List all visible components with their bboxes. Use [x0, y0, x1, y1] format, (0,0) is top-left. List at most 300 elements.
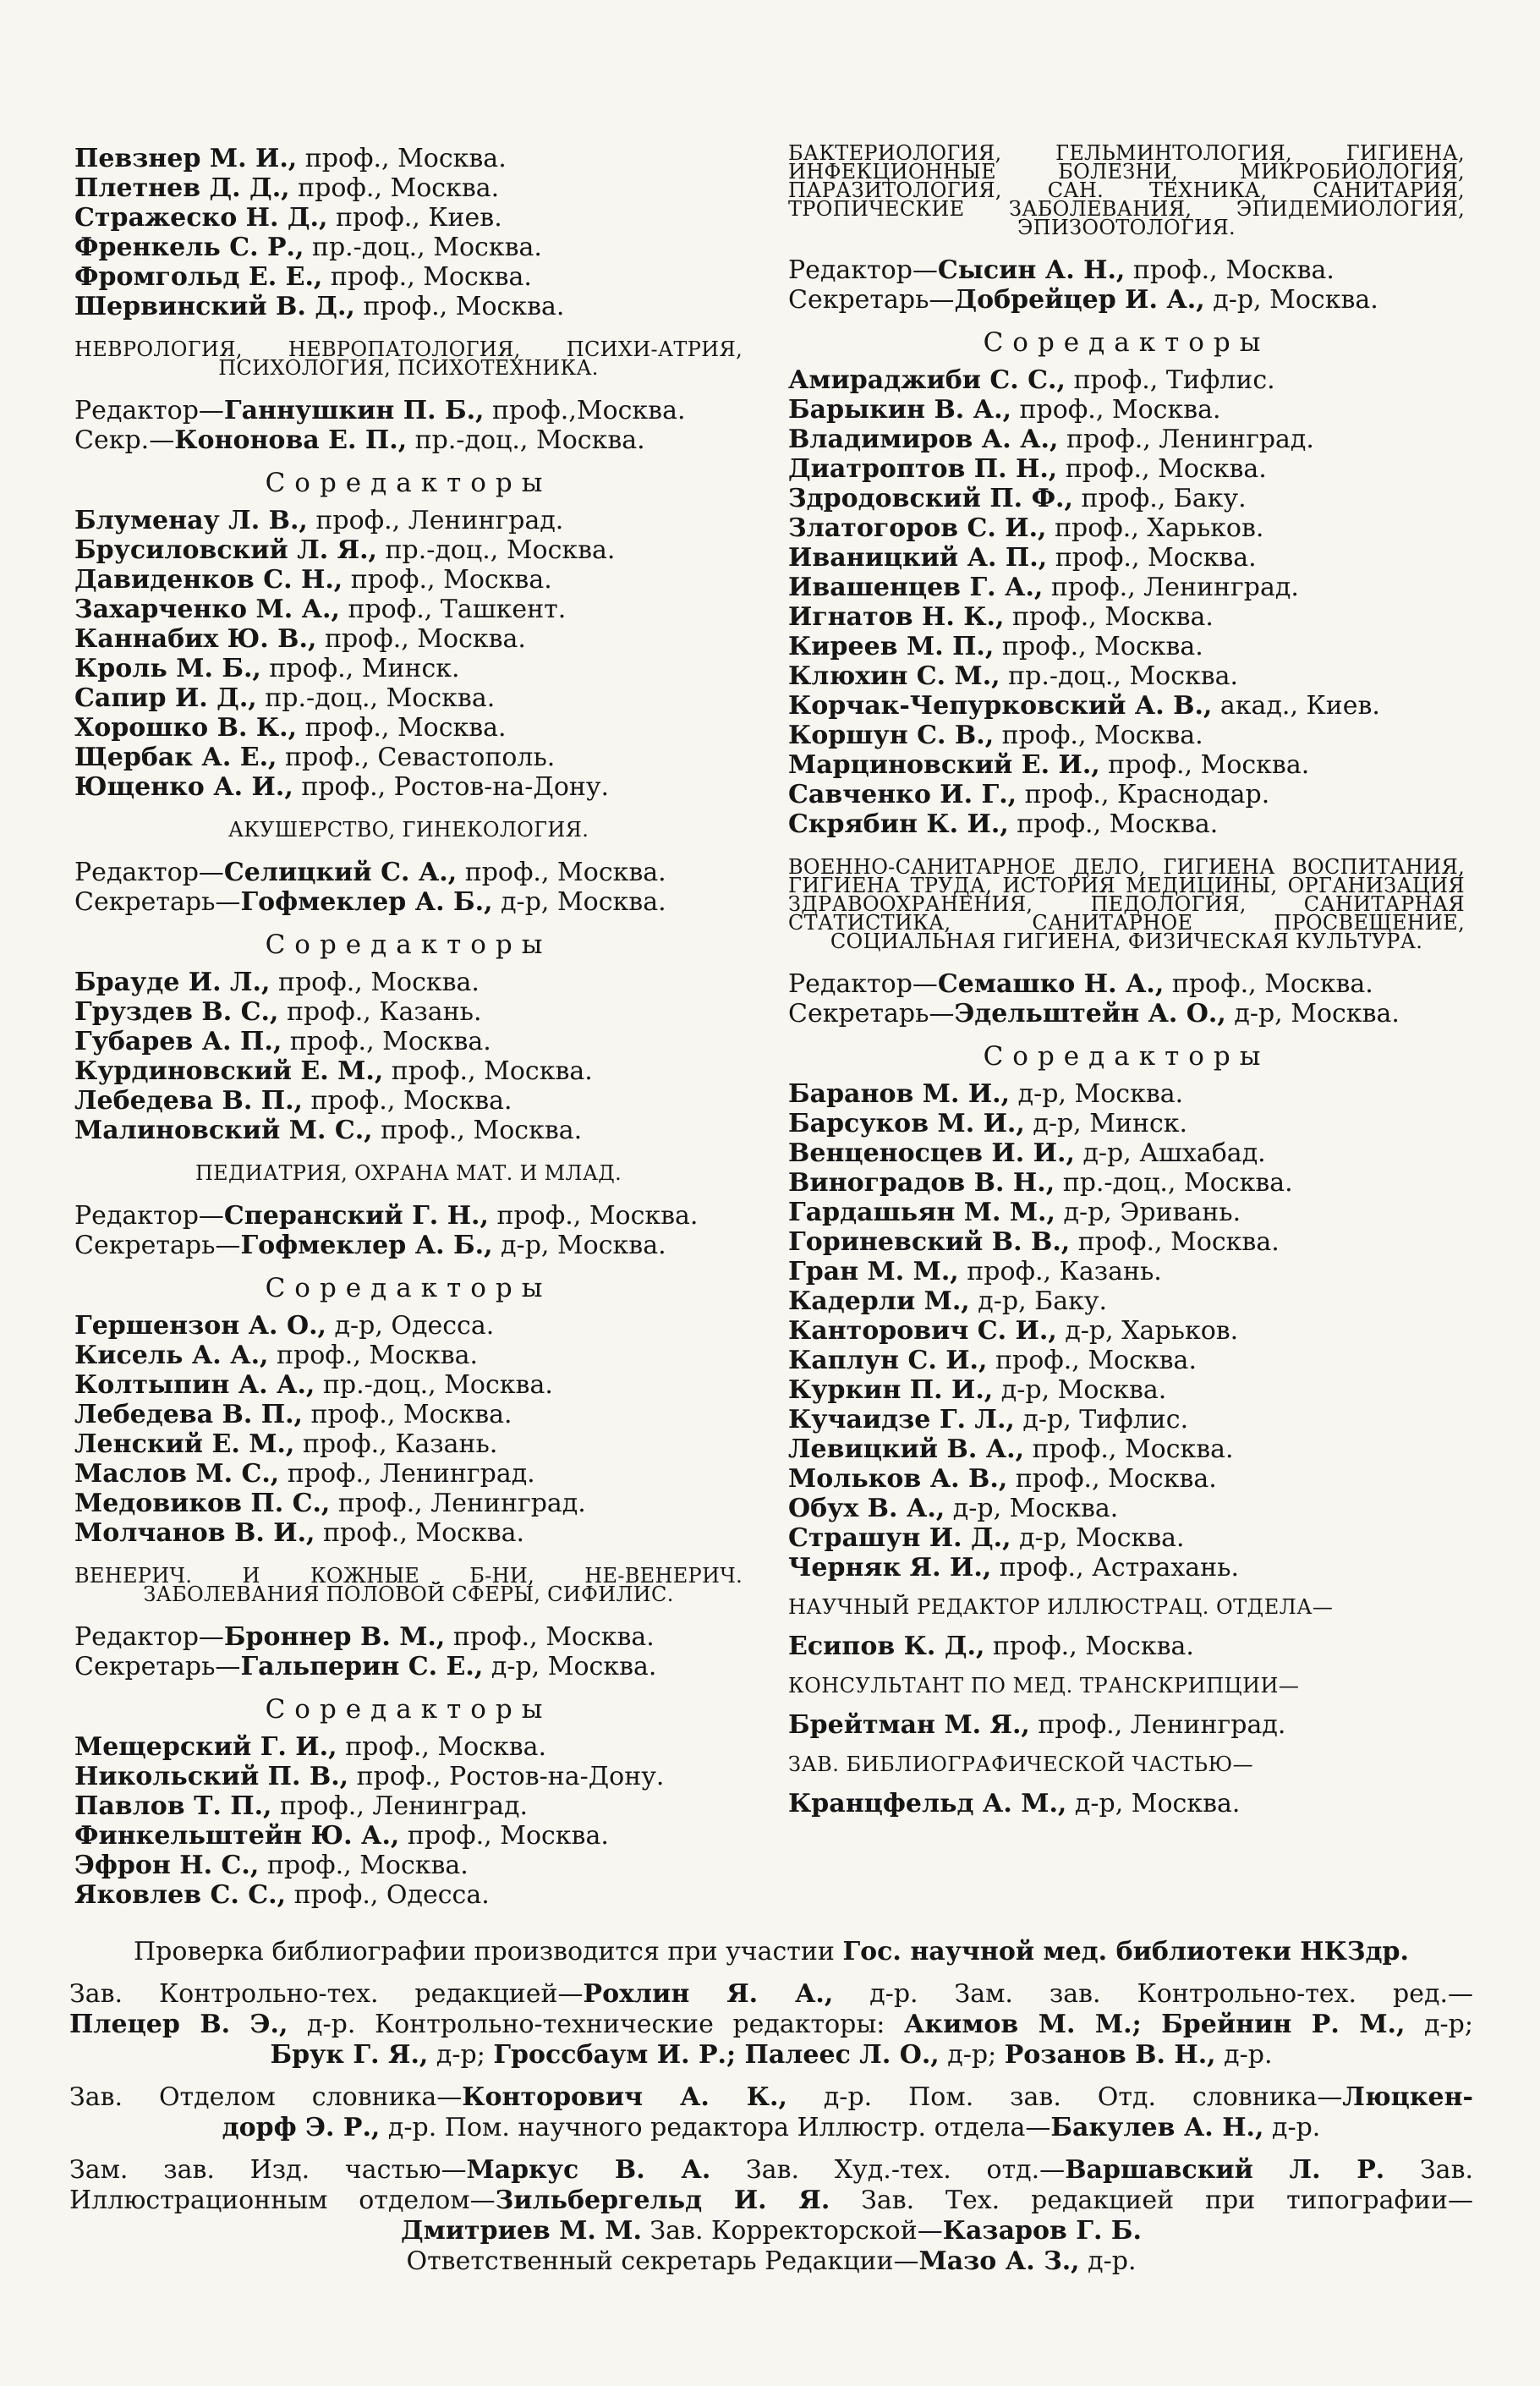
person-entry	[74, 713, 743, 743]
person-name: Виноградов В. Н.,	[788, 1168, 1055, 1198]
person-name: Каплун С. И.,	[788, 1346, 988, 1375]
section-heading: НЕВРОЛОГИЯ, НЕВРОПАТОЛОГИЯ, ПСИХИ-АТРИЯ, ПСИХОЛОГИЯ, ПСИХОТЕХНИКА.	[74, 337, 743, 380]
section-heading: ВОЕННО-САНИТАРНОЕ ДЕЛО, ГИГИЕНА ВОСПИТАНИЯ, ГИГИЕНА ТРУДА, ИСТОРИЯ МЕДИЦИНЫ, ОРГАНИЗАЦИЯ ЗДРАВООХРАНЕНИЯ, ПЕДОЛОГИЯ, САНИТАРНАЯ СТАТИСТИКА, САНИТАРНОЕ ПРОСВЕЩЕНИЕ, СОЦИАЛЬНАЯ ГИГИЕНА, ФИЗИЧЕСКАЯ КУЛЬТУРА.	[788, 855, 1465, 953]
section-heading: БАКТЕРИОЛОГИЯ, ГЕЛЬМИНТОЛОГИЯ, ГИГИЕНА, ИНФЕКЦИОННЫЕ БОЛЕЗНИ, МИКРОБИОЛОГИЯ, ПАРАЗИТОЛОГИЯ, САН. ТЕХНИКА, САНИТАРИЯ, ТРОПИЧЕСКИЕ ЗАБОЛЕВАНИЯ, ЭПИДЕМИОЛОГИЯ, ЭПИЗООТОЛОГИЯ.	[788, 141, 1465, 239]
staff-name: Плецер В. Э.,	[69, 2010, 288, 2039]
footer-text: Зав. Худ.-тех. отд.—	[710, 2155, 1066, 2185]
person-name: Кроль М. Б.,	[74, 654, 261, 683]
person-details: акад., Киев.	[1212, 691, 1380, 721]
person-details: проф., Москва.	[984, 1632, 1194, 1661]
footer-line	[69, 2010, 1473, 2040]
person-details: проф., Астрахань.	[991, 1553, 1240, 1582]
person-details: проф., Москва.	[316, 624, 526, 654]
person-details: д-р, Одесса.	[326, 1311, 495, 1341]
person-details: д-р, Москва.	[1011, 1523, 1185, 1553]
person-details: д-р, Москва.	[492, 887, 666, 917]
staff-role: Секретарь—	[74, 1652, 241, 1681]
person-name: Коршун С. В.,	[788, 721, 995, 750]
staff-name: Гос. научной мед. библиотеки НКЗдр.	[842, 1937, 1409, 1966]
person-name: Кадерли М.,	[788, 1286, 970, 1316]
person-entry	[74, 1851, 743, 1880]
person-details: д-р, Минск.	[1024, 1109, 1188, 1138]
person-name: Барыкин В. А.,	[788, 395, 1012, 425]
person-details: проф., Москва.	[354, 292, 565, 321]
person-entry	[74, 1489, 743, 1518]
person-name: Певзнер М. И.,	[74, 144, 298, 173]
person-entry	[74, 654, 743, 683]
person-details: проф., Ленинград.	[1043, 573, 1299, 602]
person-name: Плетнев Д. Д.,	[74, 173, 290, 203]
person-entry	[74, 233, 743, 262]
person-name: Диатроптов П. Н.,	[788, 454, 1058, 484]
person-details: проф., Москва.	[303, 1086, 512, 1116]
person-details: проф.,Москва.	[484, 396, 686, 425]
person-entry	[788, 1523, 1465, 1553]
person-name: Сперанский Г. Н.,	[223, 1201, 489, 1231]
coeditors-heading: Соредакторы	[983, 1041, 1270, 1072]
person-name: Кранцфельд А. М.,	[788, 1789, 1067, 1818]
person-details: проф., Москва.	[399, 1821, 609, 1851]
person-details: проф., Москва.	[289, 173, 500, 203]
coeditors-heading: Соредакторы	[265, 1694, 552, 1725]
footer-text: д-р;	[428, 2040, 494, 2070]
person-details: проф., Москва.	[322, 262, 532, 292]
person-name: Гофмеклер А. Б.,	[240, 1231, 493, 1260]
person-details: проф., Москва.	[1164, 969, 1373, 999]
person-details: д-р, Эривань.	[1055, 1198, 1241, 1227]
person-name: Гершензон А. О.,	[74, 1311, 326, 1341]
person-entry	[788, 1375, 1465, 1405]
staff-line	[74, 1201, 743, 1231]
footer-line	[69, 2155, 1473, 2186]
footer-text: д-р. Зам. зав. Контрольно-тех. ред.—	[833, 1979, 1473, 2009]
person-entry	[74, 173, 743, 203]
person-details: проф., Москва.	[303, 1400, 512, 1429]
person-entry	[788, 661, 1465, 691]
person-name: Семашко Н. А.,	[937, 969, 1165, 999]
person-name: Корчак-Чепурковский А. В.,	[788, 691, 1213, 721]
footer-text: д-р. Пом. научного редактора Иллюстр. отдела—	[380, 2113, 1051, 2142]
person-entry	[788, 1346, 1465, 1375]
person-name: Златогоров С. И.,	[788, 513, 1047, 543]
staff-line	[74, 1622, 743, 1652]
person-entry	[788, 454, 1465, 484]
person-entry	[788, 1710, 1465, 1740]
person-details: проф., Москва.	[457, 858, 666, 887]
person-name: Брейтман М. Я.,	[788, 1710, 1030, 1740]
section-heading: АКУШЕРСТВО, ГИНЕКОЛОГИЯ.	[227, 818, 589, 842]
staff-name: Гроссбаум И. Р.; Палеес Л. О.,	[493, 2040, 940, 2070]
footer-line	[69, 1979, 1473, 2010]
person-details: проф., Москва.	[987, 1346, 1197, 1375]
footer-text: Зав. Корректорской—	[641, 2216, 943, 2246]
person-name: Стражеско Н. Д.,	[74, 203, 328, 233]
person-details: д-р, Харьков.	[1056, 1316, 1239, 1346]
staff-name: Брук Г. Я.,	[270, 2040, 429, 2070]
staff-line	[788, 255, 1465, 285]
staff-role: Редактор—	[74, 1622, 224, 1652]
person-entry	[74, 1821, 743, 1851]
person-entry	[74, 683, 743, 713]
person-details: проф., Москва.	[1007, 1464, 1217, 1494]
person-name: Курдиновский Е. М.,	[74, 1056, 384, 1086]
section-heading: ВЕНЕРИЧ. И КОЖНЫЕ Б-НИ, НЕ-ВЕНЕРИЧ. ЗАБОЛЕВАНИЯ ПОЛОВОЙ СФЕРЫ, СИФИЛИС.	[74, 1564, 743, 1606]
person-details: проф., Москва.	[297, 713, 507, 743]
person-entry	[788, 1494, 1465, 1523]
person-details: пр.-доц., Москва.	[256, 683, 496, 713]
footer-text: Зав. Тех. редакцией при типографии—	[830, 2186, 1473, 2215]
person-name: Малиновский М. С.,	[74, 1116, 373, 1145]
person-entry	[74, 1056, 743, 1086]
person-name: Игнатов Н. К.,	[788, 602, 1005, 632]
coeditors-heading: Соредакторы	[983, 327, 1270, 358]
person-details: проф., Ленинград.	[1029, 1710, 1286, 1740]
footer-text: Ответственный секретарь Редакции—	[406, 2246, 919, 2276]
footer-text: Иллюстрационным отделом—	[69, 2186, 496, 2215]
footer-text: д-р.	[1215, 2040, 1273, 2070]
person-entry	[788, 809, 1465, 839]
person-name: Щербак А. Е.,	[74, 743, 277, 772]
person-entry	[788, 1405, 1465, 1434]
section-heading: ПЕДИАТРИЯ, ОХРАНА МАТ. И МЛАД.	[195, 1161, 622, 1185]
staff-role: Секретарь—	[788, 285, 955, 315]
person-name: Хорошко В. К.,	[74, 713, 298, 743]
person-details: проф., Киев.	[327, 203, 502, 233]
person-details: д-р, Москва.	[1010, 1079, 1184, 1109]
person-entry	[74, 203, 743, 233]
footer-line	[69, 2216, 1473, 2246]
person-entry	[74, 997, 743, 1027]
person-name: Лебедева В. П.,	[74, 1400, 303, 1429]
person-name: Кононова Е. П.,	[174, 425, 408, 455]
person-name: Владимиров А. А.,	[788, 425, 1059, 454]
person-details: проф., Москва.	[488, 1201, 699, 1231]
footer-text: д-р. Контрольно-технические редакторы:	[288, 2010, 904, 2039]
person-details: проф., Москва.	[282, 1027, 491, 1056]
person-details: проф., Москва.	[1047, 543, 1257, 573]
person-name: Клюхин С. М.,	[788, 661, 1000, 691]
footer-text: Зав. Контрольно-тех. редакцией—	[69, 1979, 584, 2009]
person-name: Страшун И. Д.,	[788, 1523, 1011, 1553]
person-name: Обух В. А.,	[788, 1494, 945, 1523]
footer-line	[69, 2082, 1473, 2113]
person-name: Сапир И. Д.,	[74, 683, 257, 713]
person-details: пр.-доц., Москва.	[1000, 661, 1239, 691]
footer-text: Зав. Отделом словника—	[69, 2082, 463, 2112]
footer-line	[69, 1937, 1473, 1967]
person-entry	[788, 1079, 1465, 1109]
person-details: д-р, Москва.	[483, 1652, 657, 1681]
person-entry	[74, 1791, 743, 1821]
staff-line	[74, 858, 743, 887]
staff-name: Мазо А. З.,	[918, 2246, 1080, 2276]
staff-role: Редактор—	[74, 396, 224, 425]
left-column	[74, 144, 743, 1910]
person-details: проф., Ленинград.	[330, 1489, 586, 1518]
person-name: Мольков А. В.,	[788, 1464, 1008, 1494]
person-name: Яковлев С. С.,	[74, 1880, 287, 1910]
person-details: проф., Москва.	[1099, 750, 1310, 780]
person-name: Броннер В. М.,	[223, 1622, 446, 1652]
person-entry	[74, 1459, 743, 1489]
person-details: д-р, Москва.	[945, 1494, 1119, 1523]
staff-name: дорф Э. Р.,	[222, 2113, 381, 2142]
person-details: проф., Севастополь.	[277, 743, 556, 772]
person-name: Финкельштейн Ю. А.,	[74, 1821, 400, 1851]
person-details: проф., Ростов-на-Дону.	[348, 1762, 665, 1791]
person-name: Баранов М. И.,	[788, 1079, 1011, 1109]
person-entry	[788, 425, 1465, 454]
person-name: Шервинский В. Д.,	[74, 292, 355, 321]
footer-text: д-р. Пом. зав. Отд. словника—	[786, 2082, 1343, 2112]
person-name: Лебедева В. П.,	[74, 1086, 303, 1116]
person-name: Венценосцев И. И.,	[788, 1138, 1075, 1168]
person-details: проф., Москва.	[994, 632, 1203, 661]
person-entry	[788, 513, 1465, 543]
person-name: Брусиловский Л. Я.,	[74, 535, 377, 565]
person-name: Гофмеклер А. Б.,	[240, 887, 493, 917]
person-entry	[788, 1257, 1465, 1286]
person-name: Френкель С. Р.,	[74, 233, 304, 262]
staff-name: Зильбергельд И. Я.	[495, 2186, 830, 2215]
person-details: пр.-доц., Москва.	[1055, 1168, 1293, 1198]
person-name: Гран М. М.,	[788, 1257, 959, 1286]
person-details: проф., Москва.	[259, 1851, 469, 1880]
footer-text: д-р;	[1405, 2010, 1473, 2039]
person-entry	[788, 365, 1465, 395]
person-entry	[74, 506, 743, 535]
footer-line	[69, 2246, 1473, 2277]
footer-text: д-р;	[939, 2040, 1005, 2070]
person-name: Эдельштейн А. О.,	[954, 999, 1226, 1028]
person-name: Барсуков М. И.,	[788, 1109, 1025, 1138]
person-entry	[74, 262, 743, 292]
person-entry	[74, 1762, 743, 1791]
person-details: д-р, Москва.	[1225, 999, 1400, 1028]
staff-line	[74, 887, 743, 917]
person-entry	[788, 1286, 1465, 1316]
staff-line	[74, 396, 743, 425]
person-name: Кучаидзе Г. Л.,	[788, 1405, 1015, 1434]
staff-name: Конторович А. К.,	[462, 2082, 787, 2112]
person-name: Левицкий В. А.,	[788, 1434, 1025, 1464]
person-entry	[788, 1109, 1465, 1138]
person-details: проф., Ташкент.	[339, 595, 567, 624]
person-name: Медовиков П. С.,	[74, 1489, 331, 1518]
person-name: Ганнушкин П. Б.,	[223, 396, 485, 425]
person-name: Канторович С. И.,	[788, 1316, 1057, 1346]
footer-text: д-р.	[1263, 2113, 1321, 2142]
person-entry	[74, 1341, 743, 1370]
person-name: Ивашенцев Г. А.,	[788, 573, 1044, 602]
person-details: проф., Ленинград.	[279, 1459, 535, 1489]
person-name: Марциновский Е. И.,	[788, 750, 1100, 780]
person-name: Павлов Т. П.,	[74, 1791, 272, 1821]
person-name: Каннабих Ю. В.,	[74, 624, 317, 654]
staff-name: Рохлин Я. А.,	[583, 1979, 834, 2009]
coeditors-heading: Соредакторы	[265, 930, 552, 960]
person-entry	[74, 565, 743, 595]
person-details: проф., Ленинград.	[1058, 425, 1314, 454]
person-entry	[74, 624, 743, 654]
person-details: пр.-доц., Москва.	[304, 233, 542, 262]
person-details: проф., Харьков.	[1046, 513, 1264, 543]
person-name: Эфрон Н. С.,	[74, 1851, 260, 1880]
section-caption: КОНСУЛЬТАНТ ПО МЕД. ТРАНСКРИПЦИИ—	[788, 1674, 1300, 1698]
person-entry	[74, 968, 743, 997]
footer-text: Зав.	[1384, 2155, 1473, 2185]
person-name: Никольский П. В.,	[74, 1762, 349, 1791]
staff-line	[74, 1652, 743, 1681]
person-details: проф., Москва.	[343, 565, 552, 595]
staff-role: Редактор—	[74, 1201, 224, 1231]
person-name: Куркин П. И.,	[788, 1375, 994, 1405]
person-name: Брауде И. Л.,	[74, 968, 271, 997]
person-details: проф., Москва.	[297, 144, 507, 173]
person-entry	[788, 1138, 1465, 1168]
section-caption: ЗАВ. БИБЛИОГРАФИЧЕСКОЙ ЧАСТЬЮ—	[788, 1752, 1254, 1776]
person-name: Кисель А. А.,	[74, 1341, 269, 1370]
footer-line	[69, 2040, 1473, 2071]
person-entry	[74, 1518, 743, 1548]
person-entry	[74, 1429, 743, 1459]
staff-role: Редактор—	[788, 969, 938, 999]
person-name: Здродовский П. Ф.,	[788, 484, 1073, 513]
person-name: Давиденков С. Н.,	[74, 565, 343, 595]
staff-role: Редактор—	[788, 255, 938, 285]
person-name: Сысин А. Н.,	[937, 255, 1126, 285]
footer-text: д-р.	[1079, 2246, 1137, 2276]
person-entry	[788, 543, 1465, 573]
person-entry	[788, 1434, 1465, 1464]
person-name: Колтыпин А. А.,	[74, 1370, 315, 1400]
person-name: Груздев В. С.,	[74, 997, 279, 1027]
person-details: проф., Москва.	[383, 1056, 593, 1086]
person-details: проф., Минск.	[260, 654, 460, 683]
person-details: проф., Москва.	[1011, 395, 1221, 425]
person-name: Есипов К. Д.,	[788, 1632, 985, 1661]
footer-text: Зам. зав. Изд. частью—	[69, 2155, 467, 2185]
person-name: Ющенко А. И.,	[74, 772, 293, 802]
person-name: Скрябин К. И.,	[788, 809, 1009, 839]
staff-name: Казаров Г. Б.	[942, 2216, 1142, 2246]
person-entry	[788, 602, 1465, 632]
staff-line	[74, 1231, 743, 1260]
staff-line	[788, 999, 1465, 1028]
person-entry	[788, 1198, 1465, 1227]
person-name: Селицкий С. А.,	[223, 858, 458, 887]
person-details: проф., Москва.	[315, 1518, 525, 1548]
person-entry	[788, 721, 1465, 750]
person-entry	[74, 535, 743, 565]
staff-name: Розанов В. Н.,	[1004, 2040, 1216, 2070]
person-entry	[788, 750, 1465, 780]
person-entry	[74, 772, 743, 802]
person-entry	[74, 144, 743, 173]
person-name: Гардашьян М. М.,	[788, 1198, 1055, 1227]
staff-name: Дмитриев М. М.	[401, 2216, 642, 2246]
staff-name: Бакулев А. Н.,	[1050, 2113, 1264, 2142]
staff-role: Секретарь—	[74, 1231, 241, 1260]
person-entry	[74, 292, 743, 321]
person-name: Гальперин С. Е.,	[240, 1652, 484, 1681]
person-entry	[788, 1464, 1465, 1494]
staff-name: Варшавский Л. Р.	[1065, 2155, 1385, 2185]
person-details: проф., Москва.	[337, 1732, 547, 1762]
staff-line	[788, 285, 1465, 315]
footer-text: Проверка библиографии производится при участии	[134, 1937, 843, 1966]
coeditors-heading: Соредакторы	[265, 468, 552, 498]
person-details: проф., Москва.	[445, 1622, 655, 1652]
person-details: д-р, Москва.	[1066, 1789, 1241, 1818]
person-name: Маслов М. С.,	[74, 1459, 280, 1489]
person-name: Молчанов В. И.,	[74, 1518, 315, 1548]
person-details: д-р, Ашхабад.	[1074, 1138, 1266, 1168]
coeditors-heading: Соредакторы	[265, 1273, 552, 1303]
person-details: проф., Москва.	[1057, 454, 1267, 484]
person-name: Мещерский Г. И.,	[74, 1732, 337, 1762]
person-details: проф., Москва.	[1008, 809, 1219, 839]
person-entry	[74, 1880, 743, 1910]
person-name: Иваницкий А. П.,	[788, 543, 1048, 573]
staff-role: Редактор—	[74, 858, 224, 887]
person-entry	[74, 1311, 743, 1341]
person-entry	[788, 1168, 1465, 1198]
person-details: пр.-доц., Москва.	[376, 535, 616, 565]
person-entry	[788, 1316, 1465, 1346]
person-details: проф., Ростов-на-Дону.	[293, 772, 610, 802]
person-details: проф., Казань.	[278, 997, 482, 1027]
person-details: д-р, Баку.	[969, 1286, 1108, 1316]
footer-line	[69, 2186, 1473, 2216]
person-entry	[74, 1086, 743, 1116]
person-entry	[74, 1116, 743, 1145]
person-name: Черняк Я. И.,	[788, 1553, 992, 1582]
person-entry	[788, 1789, 1465, 1818]
person-entry	[74, 595, 743, 624]
person-details: д-р, Москва.	[1204, 285, 1378, 315]
person-name: Фромгольд Е. Е.,	[74, 262, 323, 292]
person-name: Захарченко М. А.,	[74, 595, 340, 624]
editorial-staff-footer	[69, 1937, 1473, 2277]
person-entry	[74, 1732, 743, 1762]
person-details: пр.-доц., Москва.	[315, 1370, 553, 1400]
person-details: проф., Ленинград.	[307, 506, 564, 535]
person-name: Блуменау Л. В.,	[74, 506, 308, 535]
staff-role: Секр.—	[74, 425, 175, 455]
person-details: проф., Москва.	[268, 1341, 479, 1370]
person-details: проф., Казань.	[958, 1257, 1162, 1286]
person-name: Гориневский В. В.,	[788, 1227, 1071, 1257]
person-entry	[788, 395, 1465, 425]
person-entry	[788, 484, 1465, 513]
person-details: проф., Тифлис.	[1065, 365, 1275, 395]
person-entry	[788, 780, 1465, 809]
right-column	[788, 141, 1465, 1825]
person-name: Ленский Е. М.,	[74, 1429, 295, 1459]
staff-name: Маркус В. А.	[466, 2155, 711, 2185]
person-entry	[788, 691, 1465, 721]
person-entry	[788, 1227, 1465, 1257]
staff-line	[788, 969, 1465, 999]
person-details: проф., Москва.	[1070, 1227, 1280, 1257]
person-name: Савченко И. Г.,	[788, 780, 1017, 809]
staff-line	[74, 425, 743, 455]
person-entry	[788, 573, 1465, 602]
person-details: проф., Ленинград.	[271, 1791, 528, 1821]
staff-name: Акимов М. М.; Брейнин Р. М.,	[903, 2010, 1406, 2039]
person-name: Амираджиби С. С.,	[788, 365, 1066, 395]
